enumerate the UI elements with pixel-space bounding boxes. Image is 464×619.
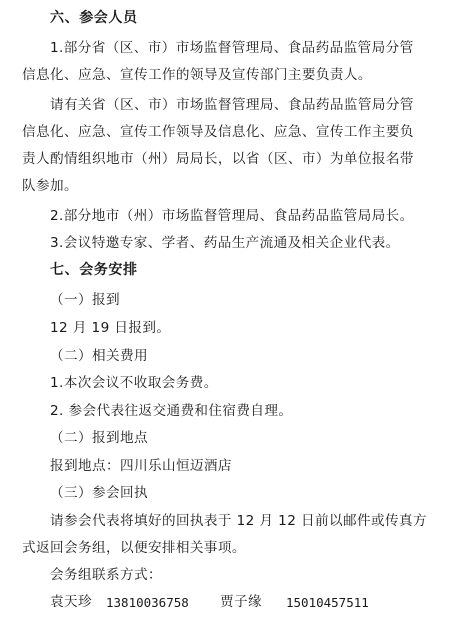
receipt-text-line1: 请参会代表将填好的回执表于 12 月 12 日前以邮件或传真方: [50, 513, 427, 529]
attendee-para2-line2: 信息化、应急、宣传工作领导及信息化、应急、宣传工作主要负: [22, 124, 414, 140]
attendee-item3: 3.会议特邀专家、学者、药品生产流通及相关企业代表。: [50, 235, 400, 251]
attendee-para1-line2: 信息化、应急、宣传工作的领导及宣传部门主要负责人。: [22, 67, 372, 83]
attendee-item2: 2.部分地市（州）市场监督管理局、食品药品监管局局长。: [50, 208, 414, 224]
contact-row-1: [50, 592, 464, 612]
contact2-phone: 15010457511: [286, 595, 369, 610]
attendee-para1-line1: 1.部分省（区、市）市场监督管理局、食品药品监管局分管: [50, 40, 414, 56]
contact2-name: 贾子缘: [220, 594, 262, 610]
registration-date: 12 月 19 日报到。: [50, 320, 171, 336]
fees-subheading: （二）相关费用: [50, 348, 148, 364]
fees-item2: 2. 参会代表往返交通费和住宿费自理。: [50, 403, 293, 419]
section-six-heading: 六、参会人员: [50, 10, 138, 26]
contact-title: 会务组联系方式：: [50, 567, 162, 583]
contact1-phone: 13810036758: [106, 595, 189, 610]
receipt-subheading: （三）参会回执: [50, 485, 148, 501]
registration-location: 报到地点：四川乐山恒迈酒店: [50, 458, 232, 474]
location-subheading: （二）报到地点: [50, 430, 148, 446]
fees-item1: 1.本次会议不收取会务费。: [50, 375, 218, 391]
receipt-text-line2: 式返回会务组，以便安排相关事项。: [22, 540, 246, 556]
contact1-name: 袁天珍: [50, 594, 92, 610]
section-seven-heading: 七、会务安排: [50, 262, 138, 278]
attendee-para2-line1: 请有关省（区、市）市场监督管理局、食品药品监管局分管: [50, 97, 414, 113]
registration-subheading: （一）报到: [50, 292, 120, 308]
attendee-para2-line3: 责人酌情组织地市（州）局局长，以省（区、市）为单位报名带: [22, 151, 414, 167]
attendee-para2-line4: 队参加。: [22, 178, 78, 194]
